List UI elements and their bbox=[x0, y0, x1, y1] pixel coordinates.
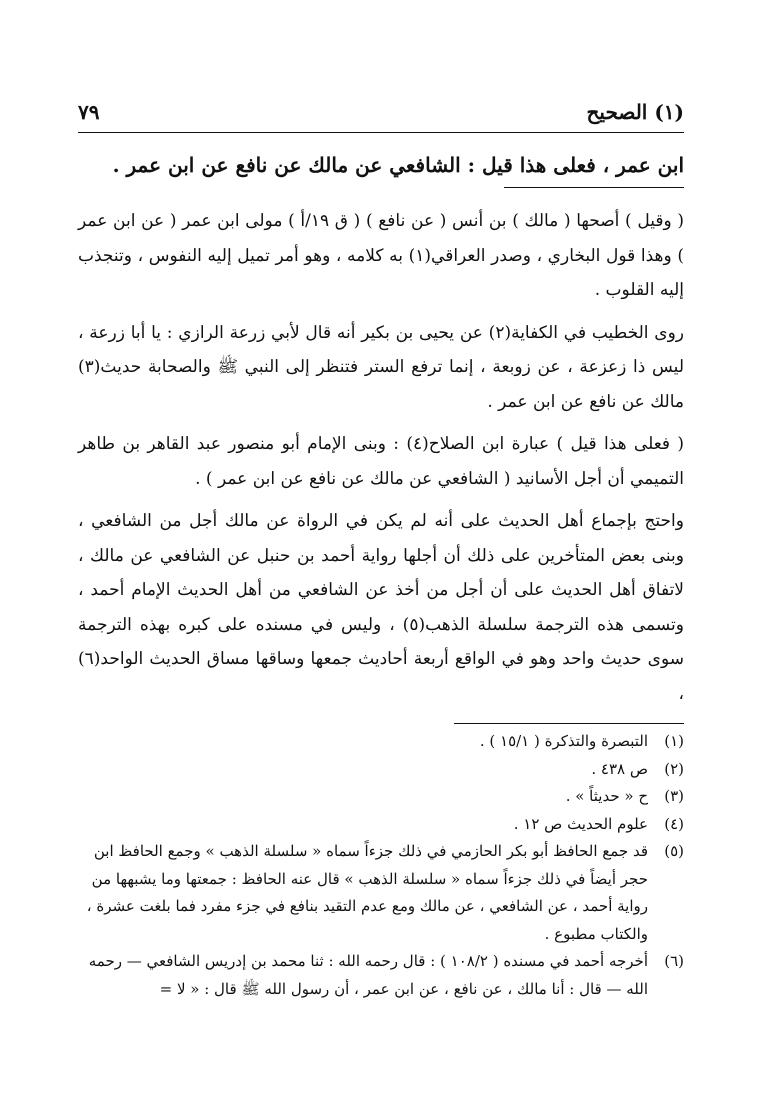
paragraph: ( فعلى هذا قيل ) عبارة ابن الصلاح(٤) : وبنى الإمام أبو منصور عبد القاهر بن طاهر التميمي أن أجل الأسانيد ( الشافعي عن مالك عن نافع عن ابن عمر ) . bbox=[78, 434, 684, 489]
matn-line: ابن عمر ، فعلى هذا قيل : الشافعي عن مالك عن نافع عن ابن عمر . bbox=[112, 153, 684, 177]
footnote-text: ص ٤٣٨ . bbox=[591, 759, 648, 778]
section-title: (١) الصحيح bbox=[586, 100, 684, 124]
footnote bbox=[78, 838, 684, 948]
footnote-text: التبصرة والتذكرة ( ١٥/١ ) . bbox=[479, 732, 648, 750]
footnote bbox=[78, 948, 684, 1003]
paragraph: واحتج بإجماع أهل الحديث على أنه لم يكن في الرواة عن مالك أجل من الشافعي ، وبنى بعض المتأخرين على ذلك أن أجلها رواية أحمد بن حنبل عن الشافعي عن مالك ، لاتفاق أهل الحديث على أن أجل من أخذ عن الشافعي من أهل الحديث الإمام أحمد ، وتسمى هذه الترجمة سلسلة الذهب(٥) ، وليس في مسنده على كبره بهذه الترجمة سوى حديث واحد وهو في الواقع أربعة أحاديث جمعها وساقها مساق الحديث الواحد(٦) ، bbox=[78, 511, 684, 704]
footnote-rule bbox=[454, 723, 684, 724]
footnotes bbox=[78, 728, 684, 1003]
footnote bbox=[78, 811, 684, 839]
paragraph: ( وقيل ) أصحها ( مالك ) بن أنس ( عن نافع ) ( ق ١٩/أ ) مولى ابن عمر ( عن ابن عمر ) وهذا قول البخاري ، وصدر العراقي(١) به كلامه ، وهو أمر تميل إليه النفوس ، وتنجذب إليه القلوب . bbox=[78, 211, 684, 300]
footnote-number: (٥) bbox=[664, 842, 684, 860]
matn-rule bbox=[504, 187, 684, 188]
paragraph: روى الخطيب في الكفاية(٢) عن يحيى بن بكير أنه قال لأبي زرعة الرازي : يا أبا زرعة ، ليس ذا زعزعة ، عن زوبعة ، إنما ترفع الستر فتنظر إلى النبي ﷺ والصحابة حديث(٣) مالك عن نافع عن ابن عمر . bbox=[78, 322, 684, 412]
footnote-number: (٤) bbox=[664, 814, 684, 833]
book-page bbox=[78, 100, 684, 1003]
running-header bbox=[78, 100, 684, 130]
page-number: ٧٩ bbox=[78, 100, 100, 124]
footnote-number: (١) bbox=[664, 732, 684, 750]
commentary-body bbox=[78, 204, 684, 711]
footnote-number: (٦) bbox=[664, 952, 684, 970]
footnote-number: (٣) bbox=[664, 787, 684, 805]
footnote-text: قد جمع الحافظ أبو بكر الحازمي في ذلك جزءاً سماه « سلسلة الذهب » وجمع الحافظ ابن حجر أيضاً في ذلك جزءاً سماه « سلسلة الذهب » قال عنه الحافظ : جمعتها وما يشبهها من رواية أحمد ، عن الشافعي ، عن مالك ومع عدم التقيد بنافع في جزء مفرد فما بلغت عشرة ، والكتاب مطبوع . bbox=[86, 842, 648, 943]
footnote bbox=[78, 756, 684, 784]
footnote-text: علوم الحديث ص ١٢ . bbox=[513, 814, 648, 833]
footnote bbox=[78, 783, 684, 811]
footnote-number: (٢) bbox=[664, 759, 684, 778]
header-rule bbox=[78, 132, 684, 133]
footnote bbox=[78, 728, 684, 756]
footnote-text: أخرجه أحمد في مسنده ( ١٠٨/٢ ) : قال رحمه الله : ثنا محمد بن إدريس الشافعي — رحمه الله — قال : أنا مالك ، عن نافع ، عن ابن عمر ، أن رسول الله ﷺ قال : « لا = bbox=[88, 952, 648, 998]
footnote-text: ح « حديثاً » . bbox=[565, 787, 648, 805]
